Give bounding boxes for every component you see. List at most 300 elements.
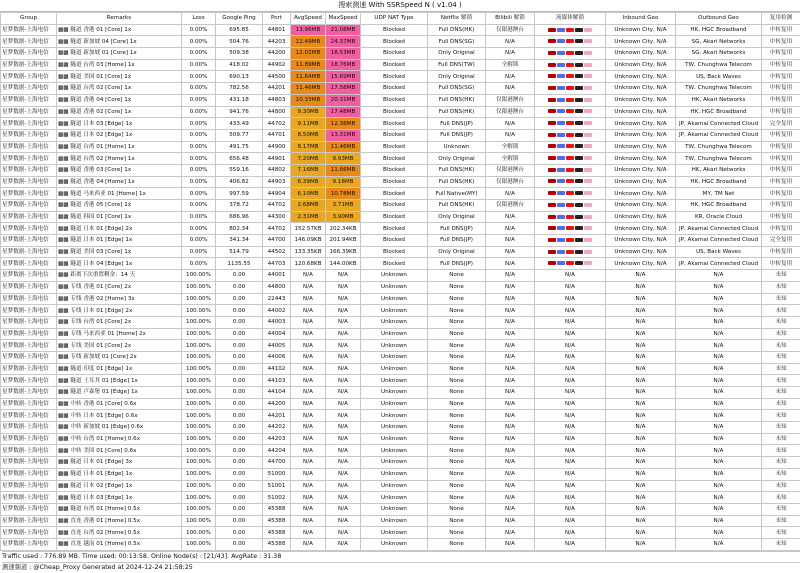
table-cell: N/A [291,293,326,305]
streaming-service-icon [575,179,583,183]
streaming-service-icon [566,238,574,242]
table-cell: Blocked [361,258,428,270]
table-cell: 星梦数据-上海电信 [1,48,57,60]
table-cell: N/A [326,316,361,328]
table-cell: 100.00% [182,398,216,410]
table-cell: Only Original [428,48,486,60]
table-cell: 2.31MB [291,211,326,223]
table-cell: ▩▩ 专线 美国 01 [Core] 2x [57,340,182,352]
streaming-service-icon [584,203,592,207]
table-cell: ▩▩ 专线 新加坡 01 [Core] 2x [57,351,182,363]
streaming-unlock-icons [535,153,606,165]
table-cell: N/A [291,270,326,282]
streaming-unlock-icons [535,246,606,258]
table-cell: Full DNS(JP) [428,235,486,247]
table-cell: 18.76MB [326,59,361,71]
table-cell: ▩▩ 隧道 印度 01 [Edge] 1x [57,363,182,375]
table-cell: None [428,410,486,422]
table-cell: 44700 [263,457,291,469]
table-cell: 44005 [263,340,291,352]
table-cell: N/A [676,445,762,457]
table-cell: Unknown City, N/A [606,48,676,60]
table-cell: 未知 [762,515,800,527]
streaming-service-icon [575,144,583,148]
table-cell: 中转复用 [762,106,800,118]
table-cell: 仅限港澳台 [486,200,535,212]
table-cell: N/A [535,503,606,515]
table-cell: N/A [535,398,606,410]
streaming-service-icon [557,168,565,172]
table-cell: 44200 [263,48,291,60]
table-cell: Unknown City, N/A [606,106,676,118]
table-cell: N/A [606,422,676,434]
table-cell: N/A [291,433,326,445]
table-row [1,48,800,60]
column-header: UDP NAT Type [361,13,428,25]
table-cell: ▩▩ 隧道 台湾 01 [Home] 1x [57,141,182,153]
table-cell: 44203 [263,36,291,48]
table-cell: 0.00% [182,211,216,223]
streaming-service-icon [557,133,565,137]
streaming-service-icon [584,226,592,230]
table-cell: 星梦数据-上海电信 [1,538,57,550]
table-cell: 11.64MB [291,71,326,83]
streaming-service-icon [557,121,565,125]
table-cell: 491.75 [216,141,263,153]
table-cell: 3.71MB [326,200,361,212]
table-cell: N/A [326,480,361,492]
table-cell: 11.66MB [326,164,361,176]
streaming-service-icon [548,86,556,90]
table-cell: N/A [291,281,326,293]
table-cell: 星梦数据-上海电信 [1,468,57,480]
table-cell: 星梦数据-上海电信 [1,246,57,258]
table-cell: 45388 [263,503,291,515]
table-cell: TW, Chunghwa Telecom [676,83,762,95]
table-cell: 2.68MB [291,200,326,212]
table-row [1,176,800,188]
streaming-service-icon [557,28,565,32]
table-cell: Unknown [361,468,428,480]
table-cell: Unknown [428,141,486,153]
table-cell: N/A [486,223,535,235]
table-cell: N/A [326,351,361,363]
table-cell: N/A [486,270,535,282]
table-cell: KR, Oracle Cloud [676,211,762,223]
table-cell: Unknown [361,387,428,399]
streaming-service-icon [557,238,565,242]
table-cell: HK, HGC Broadband [676,24,762,36]
table-cell: HK, Akari Networks [676,94,762,106]
table-cell: 133.35KB [291,246,326,258]
table-cell: 686.96 [216,211,263,223]
table-cell: N/A [486,293,535,305]
table-cell: 0.00 [216,468,263,480]
table-cell: 星梦数据-上海电信 [1,351,57,363]
table-cell: N/A [676,527,762,539]
table-cell: 44204 [263,445,291,457]
table-row [1,503,800,515]
table-cell: 10.78MB [326,188,361,200]
table-cell: Blocked [361,235,428,247]
table-cell: 100.00% [182,351,216,363]
table-cell: 星梦数据-上海电信 [1,422,57,434]
table-cell: 0.00% [182,258,216,270]
table-cell: ▩▩ 直连 越南 01 [Home] 0.5x [57,538,182,550]
streaming-service-icon [548,156,556,160]
table-cell: Unknown City, N/A [606,71,676,83]
table-cell: 44702 [263,200,291,212]
table-cell: 509.38 [216,48,263,60]
table-cell: Blocked [361,153,428,165]
table-cell: 星梦数据-上海电信 [1,375,57,387]
streaming-service-icon [575,191,583,195]
table-cell: Unknown [361,515,428,527]
table-row [1,433,800,445]
table-cell: 44002 [263,305,291,317]
table-cell: ▩▩ 隧道 香港 04 [Home] 1x [57,176,182,188]
table-cell: 0.00% [182,24,216,36]
table-cell: N/A [291,363,326,375]
table-cell: 仅限港澳台 [486,94,535,106]
table-cell: 100.00% [182,316,216,328]
streaming-service-icon [575,74,583,78]
table-cell: None [428,387,486,399]
table-cell: N/A [326,515,361,527]
table-cell: 100.00% [182,445,216,457]
table-cell: N/A [291,351,326,363]
streaming-service-icon [548,51,556,55]
table-cell: 中转复用 [762,141,800,153]
streaming-service-icon [566,74,574,78]
streaming-service-icon [584,74,592,78]
table-cell: 695.85 [216,24,263,36]
streaming-unlock-icons [535,71,606,83]
table-cell: 星梦数据-上海电信 [1,223,57,235]
results-table [0,12,800,551]
table-cell: ▩▩ 距离下次重置剩余：14 天 [57,270,182,282]
table-cell: 星梦数据-上海电信 [1,527,57,539]
table-cell: Unknown City, N/A [606,83,676,95]
table-cell: 45388 [263,515,291,527]
streaming-service-icon [548,98,556,102]
table-cell: N/A [606,281,676,293]
table-cell: N/A [326,503,361,515]
table-cell: 0.00 [216,270,263,282]
table-cell: 100.00% [182,410,216,422]
table-row [1,457,800,469]
table-cell: 0.00% [182,223,216,235]
table-cell: 100.00% [182,305,216,317]
table-cell: N/A [486,211,535,223]
streaming-service-icon [566,39,574,43]
streaming-service-icon [548,121,556,125]
streaming-unlock-icons [535,211,606,223]
table-cell: 509.77 [216,129,263,141]
table-cell: 未知 [762,410,800,422]
table-cell: N/A [486,398,535,410]
streaming-unlock-icons [535,83,606,95]
table-cell: None [428,363,486,375]
table-cell: 0.00% [182,129,216,141]
table-cell: 44104 [263,387,291,399]
table-cell: ▩▩ 隧道 台湾 01 [Home] 0.5x [57,503,182,515]
table-cell: N/A [291,527,326,539]
table-cell: 0.00 [216,351,263,363]
table-cell: 44802 [263,164,291,176]
table-cell: 星梦数据-上海电信 [1,492,57,504]
table-row [1,527,800,539]
table-cell: 星梦数据-上海电信 [1,270,57,282]
streaming-service-icon [557,215,565,219]
table-cell: Full DNS(HK) [428,176,486,188]
table-cell: Unknown [361,410,428,422]
streaming-service-icon [575,133,583,137]
table-header-row [1,13,800,25]
table-cell: N/A [676,270,762,282]
table-cell: N/A [486,387,535,399]
table-cell: 44700 [263,235,291,247]
table-cell: Unknown [361,445,428,457]
table-cell: 0.00 [216,305,263,317]
table-cell: Full DNS(JP) [428,118,486,130]
streaming-service-icon [557,98,565,102]
table-cell: 星梦数据-上海电信 [1,24,57,36]
table-row [1,83,800,95]
table-cell: N/A [676,433,762,445]
table-cell: 15.69MB [326,71,361,83]
table-cell: 100.00% [182,538,216,550]
streaming-service-icon [557,144,565,148]
table-cell: Unknown City, N/A [606,223,676,235]
table-cell: 星梦数据-上海电信 [1,340,57,352]
streaming-service-icon [584,250,592,254]
table-cell: Unknown [361,305,428,317]
table-cell: N/A [486,118,535,130]
table-cell: Blocked [361,71,428,83]
table-cell: 中转复用 [762,36,800,48]
streaming-unlock-icons [535,164,606,176]
table-cell: Blocked [361,188,428,200]
column-header: Outbound Geo [676,13,762,25]
table-cell: N/A [535,422,606,434]
table-cell: N/A [606,387,676,399]
streaming-service-icon [566,133,574,137]
streaming-service-icon [548,28,556,32]
table-cell: Blocked [361,83,428,95]
column-header: Google Ping [216,13,263,25]
table-cell: N/A [326,457,361,469]
table-cell: 44201 [263,410,291,422]
table-row [1,270,800,282]
streaming-service-icon [584,86,592,90]
table-cell: 0.00 [216,457,263,469]
table-row [1,328,800,340]
table-cell: N/A [291,538,326,550]
streaming-service-icon [548,203,556,207]
table-cell: 0.00% [182,36,216,48]
table-cell: 44001 [263,270,291,282]
table-row [1,398,800,410]
column-header: Group [1,13,57,25]
streaming-service-icon [566,203,574,207]
table-cell: 6.39MB [291,176,326,188]
table-cell: 星梦数据-上海电信 [1,305,57,317]
table-cell: ▩▩ 隧道 日本 03 [Edge] 1x [57,118,182,130]
streaming-unlock-icons [535,24,606,36]
table-cell: N/A [486,129,535,141]
table-cell: N/A [486,71,535,83]
table-cell: Blocked [361,36,428,48]
table-cell: 星梦数据-上海电信 [1,211,57,223]
streaming-service-icon [548,109,556,113]
table-cell: N/A [326,387,361,399]
table-cell: N/A [606,316,676,328]
streaming-service-icon [566,226,574,230]
table-cell: 433.49 [216,118,263,130]
table-cell: N/A [291,398,326,410]
table-cell: 44803 [263,94,291,106]
report-title: 搜索测速 With SSRSpeed N ( v1.04 ) [0,0,800,12]
table-cell: 星梦数据-上海电信 [1,363,57,375]
table-cell: Unknown [361,503,428,515]
table-cell: 全解锁 [486,141,535,153]
table-cell: 18.53MB [326,48,361,60]
table-cell: N/A [486,305,535,317]
streaming-service-icon [566,144,574,148]
table-cell: 44801 [263,24,291,36]
streaming-service-icon [584,144,592,148]
streaming-unlock-icons [535,59,606,71]
table-cell: N/A [535,305,606,317]
table-cell: 100.00% [182,387,216,399]
streaming-service-icon [584,156,592,160]
streaming-service-icon [557,156,565,160]
table-cell: N/A [326,270,361,282]
table-cell: 782.56 [216,83,263,95]
table-cell: Unknown [361,340,428,352]
table-cell: ▩▩ 中转 美国 01 [Core] 0.6x [57,445,182,457]
table-row [1,24,800,36]
table-cell: N/A [535,527,606,539]
table-cell: 0.00% [182,118,216,130]
streaming-service-icon [575,156,583,160]
table-cell: 未知 [762,422,800,434]
table-cell: 0.00% [182,48,216,60]
table-cell: Full DNS(HK) [428,164,486,176]
table-cell: Full DNS(JP) [428,129,486,141]
streaming-service-icon [575,28,583,32]
table-cell: 中转复用 [762,211,800,223]
table-cell: 中转复用 [762,258,800,270]
table-cell: N/A [291,305,326,317]
streaming-service-icon [584,98,592,102]
streaming-unlock-icons [535,118,606,130]
table-cell: N/A [326,281,361,293]
table-cell: 120.68KB [291,258,326,270]
table-cell: Blocked [361,48,428,60]
table-cell: 0.00 [216,480,263,492]
table-cell: Full DNS(JP) [428,223,486,235]
table-cell: 星梦数据-上海电信 [1,71,57,83]
table-cell: N/A [535,445,606,457]
table-cell: N/A [326,445,361,457]
table-cell: N/A [676,293,762,305]
table-cell: Full DNS(SG) [428,36,486,48]
table-cell: N/A [535,375,606,387]
table-cell: 44202 [263,422,291,434]
table-cell: 7.16MB [291,164,326,176]
table-cell: ▩▩ 专线 台湾 01 [Core] 2x [57,316,182,328]
streaming-service-icon [584,28,592,32]
table-cell: N/A [606,480,676,492]
table-row [1,281,800,293]
table-cell: 100.00% [182,340,216,352]
table-cell: 中转复用 [762,164,800,176]
table-cell: Unknown [361,433,428,445]
streaming-service-icon [557,179,565,183]
table-cell: ▩▩ 隧道 日本 02 [Edge] 1x [57,129,182,141]
table-cell: 8.50MB [291,129,326,141]
table-row [1,129,800,141]
table-row [1,246,800,258]
table-cell: Unknown [361,293,428,305]
table-cell: Full DNS(JP) [428,258,486,270]
table-cell: 152.57KB [291,223,326,235]
table-cell: 100.00% [182,270,216,282]
table-cell: 0.00 [216,316,263,328]
table-cell: 星梦数据-上海电信 [1,281,57,293]
table-cell: Unknown [361,351,428,363]
streaming-service-icon [575,51,583,55]
table-cell: 0.00 [216,515,263,527]
table-cell: N/A [291,422,326,434]
table-cell: 星梦数据-上海电信 [1,445,57,457]
table-cell: None [428,270,486,282]
table-cell: N/A [486,316,535,328]
table-cell: 44702 [263,223,291,235]
table-cell: 12.02MB [291,48,326,60]
table-row [1,445,800,457]
streaming-service-icon [566,86,574,90]
table-cell: 中转复用 [762,94,800,106]
table-cell: 201.94KB [326,235,361,247]
table-cell: N/A [535,340,606,352]
table-cell: N/A [326,398,361,410]
table-cell: 656.48 [216,153,263,165]
streaming-service-icon [548,215,556,219]
table-cell: N/A [486,340,535,352]
table-cell: 中转复用 [762,24,800,36]
table-cell: Blocked [361,246,428,258]
table-cell: Unknown [361,492,428,504]
column-header: 流媒体解锁 [535,13,606,25]
table-cell: Blocked [361,200,428,212]
footer-credit-line: 测速频道 : @Cheap_Proxy Generated at 2024-12-24 21:58:25 [2,562,800,573]
streaming-service-icon [566,261,574,265]
table-cell: Full DNS(HK) [428,24,486,36]
table-cell: N/A [326,328,361,340]
table-cell: N/A [535,468,606,480]
table-cell: 星梦数据-上海电信 [1,515,57,527]
table-cell: 星梦数据-上海电信 [1,59,57,71]
table-cell: 100.00% [182,293,216,305]
table-cell: 未知 [762,398,800,410]
table-cell: N/A [535,351,606,363]
table-cell: Unknown City, N/A [606,36,676,48]
streaming-service-icon [584,238,592,242]
streaming-service-icon [584,121,592,125]
